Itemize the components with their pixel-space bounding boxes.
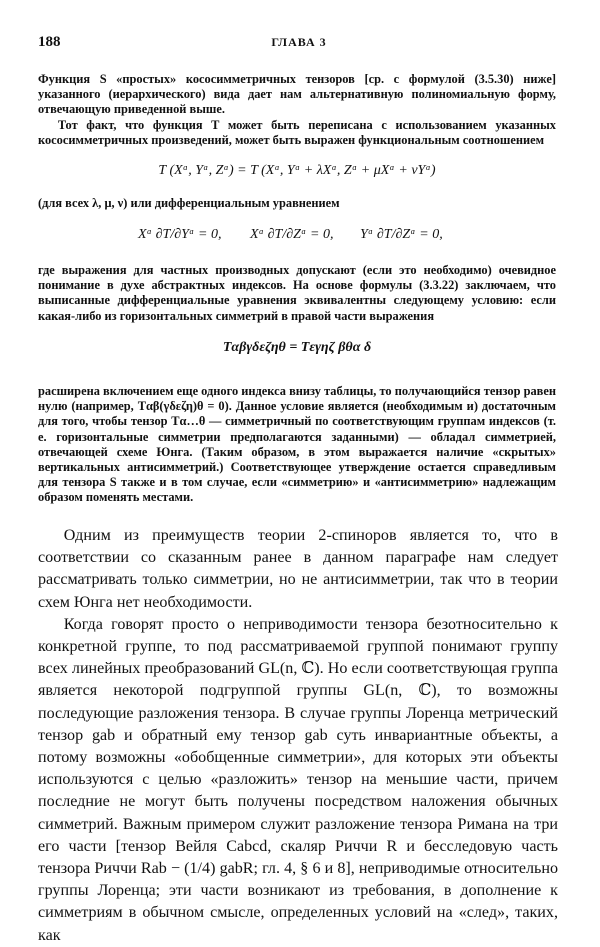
equation-differential: [38, 222, 556, 252]
page-header: [38, 34, 560, 54]
page-number: 188: [38, 34, 61, 50]
paragraph-3: (для всех λ, μ, ν) или дифференциальным уравнением: [38, 196, 340, 210]
equation-functional: T (Xᵅ, Yᵅ, Zᵅ) = T (Xᵅ, Yᵅ + λXᵅ, Zᵅ + μXᵅ + νYᵅ): [158, 163, 436, 178]
paragraph-5: расширена включением еще одного индекса внизу таблицы, то получающийся тензор равен нулю (например, Tαβ(γδεζη)θ = 0). Данное условие является (необходимым и) достаточным для того, чтобы тензор Tα…θ — симметричный по соответствующим группам индексов (т. е. горизонтальные симметрии предполагаются заданными) — обладал симметрией, отвечающей схеме Юнга. (Таким образом, в этом выражается наличие «скрытых» вертикальных антисимметрий.) Соответствующее утверждение остается справедливым для тензора S также и в том случае, если «симметрию» и «антисимметрию» надлежащим образом поменять местами.: [38, 384, 556, 505]
paragraph-4: где выражения для частных производных допускают (если это необходимо) очевидное понимание в духе абстрактных индексов. На основе формулы (3.3.22) заключаем, что выписанные дифференциальные уравнения эквивалентны следующему условию: если какая-либо из горизонтальных симметрий в правой части выражения: [38, 263, 556, 323]
chapter-title: ГЛАВА 3: [271, 35, 327, 49]
small-print-section: [38, 72, 556, 148]
paragraph-2: Тот факт, что функция T может быть переписана с использованием указанных кососимметричных произведений, может быть выражен функциональным соотношением: [38, 117, 556, 147]
equation-diff-2: Xᵅ ∂T/∂Zᵅ = 0,: [250, 227, 334, 242]
small-print-section-3: [38, 263, 556, 324]
equation-diff-1: Xᵅ ∂T/∂Yᵅ = 0,: [138, 227, 222, 242]
paragraph-1: Функция S «простых» кососимметричных тензоров [ср. с формулой (3.5.30) ниже] указанного (иерархического) вида дает нам альтернативную полиномиальную форму, отвечающую приведенной выше.: [38, 72, 556, 117]
equation-diff-3: Yᵅ ∂T/∂Zᵅ = 0,: [360, 227, 443, 242]
equation-young-tableau: Tαβγδεζηθ = Tεγηζ βθα δ: [222, 340, 372, 355]
small-print-section-4: [38, 384, 556, 506]
main-text-section: [38, 525, 558, 947]
main-paragraph-2: Когда говорят просто о неприводимости тензора безотносительно к конкретной группе, то под рассматриваемой группой понимают группу всех линейных преобразований GL(n, ℂ). Но если соответствующая группа является некоторой подгруппой группы GL(n, ℂ), то возможны последующие разложения тензора. В случае группы Лоренца метрический тензор gab и обратный ему тензор gab суть инвариантные объекты, а потому возможны «обобщенные симметрии», для которых эти объекты используются с целью «разложить» тензор на меньшие части, причем последние не могут быть получены посредством наложения обычных симметрий. Важным примером служит разложение тензора Римана на три его части [тензор Вейля Cabcd, скаляр Риччи R и бесследовую часть тензора Риччи Rab − (1/4) gabR; гл. 4, § 6 и 8], неприводимые относительно группы Лоренца; эти части возникают из требования, в дополнение к симметриям в обычном смысле, определенных условий на «след», таких, как: [38, 615, 558, 944]
main-paragraph-1: Одним из преимуществ теории 2-спиноров является то, что в соответствии со сказанным ранее в данном параграфе нам следует рассматривать только симметрии, но не антисимметрии, так что в теории схем Юнга нет необходимости.: [38, 527, 558, 611]
small-print-section-2: [38, 196, 556, 211]
